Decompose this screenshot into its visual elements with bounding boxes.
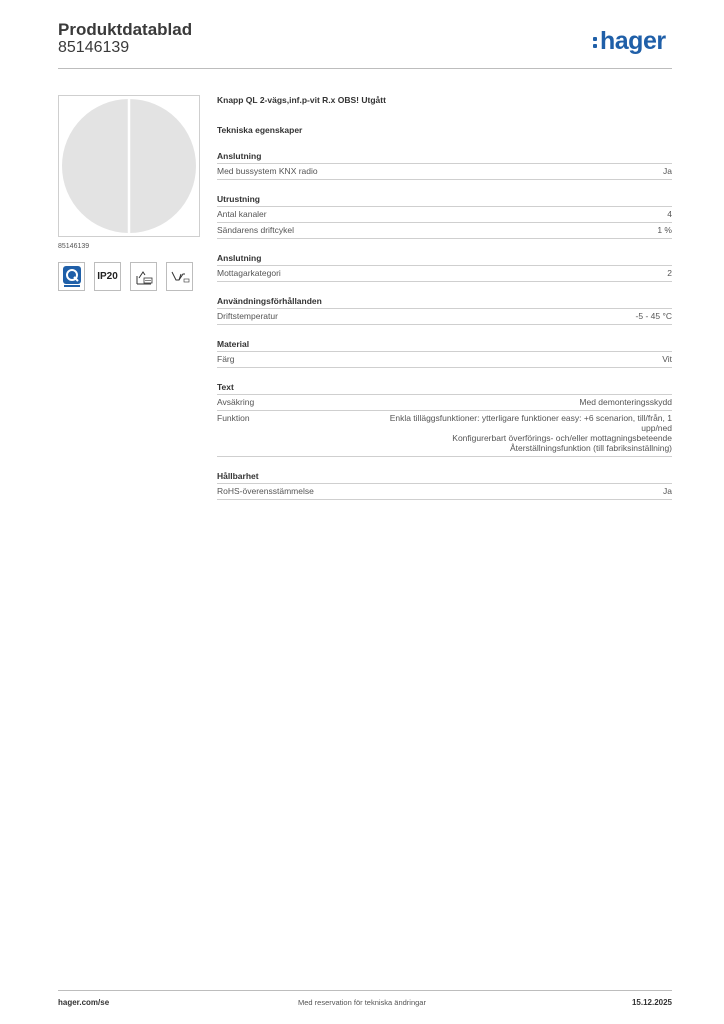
- header-divider: [58, 68, 672, 69]
- product-name: Knapp QL 2-vägs,inf.p-vit R.x OBS! Utgått: [217, 95, 386, 105]
- hager-logo[interactable]: [593, 27, 666, 56]
- section-title: Utrustning: [217, 194, 672, 207]
- spec-value: 4: [667, 209, 672, 219]
- spec-section: [217, 471, 672, 500]
- spec-value: -5 - 45 °C: [635, 311, 672, 321]
- spec-value: 2: [667, 268, 672, 278]
- spec-label: Driftstemperatur: [217, 311, 278, 321]
- spec-label: RoHS-överensstämmelse: [217, 486, 314, 496]
- spec-value: 1 %: [657, 225, 672, 235]
- spec-value: Vit: [662, 354, 672, 364]
- installation-height-icon: [133, 266, 155, 288]
- certification-badges: [58, 262, 193, 291]
- product-switch-image: [59, 96, 199, 236]
- spec-label: Antal kanaler: [217, 209, 267, 219]
- product-image-caption: 85146139: [58, 243, 90, 250]
- spec-label: Sändarens driftcykel: [217, 225, 295, 235]
- footer-divider: [58, 990, 672, 991]
- spec-sections: [217, 151, 672, 500]
- spec-value-line: upp/ned: [641, 423, 672, 433]
- spec-row: [217, 484, 672, 500]
- mounting-icon: [169, 266, 191, 288]
- footer-disclaimer: Med reservation för tekniska ändringar: [298, 998, 426, 1007]
- spec-label: Med bussystem KNX radio: [217, 166, 318, 176]
- spec-label: Mottagarkategori: [217, 268, 281, 278]
- spec-section: [217, 296, 672, 325]
- ip20-badge: IP20: [94, 262, 121, 291]
- quality-badge: [58, 262, 85, 291]
- spec-row: [217, 164, 672, 180]
- section-title: Text: [217, 382, 672, 395]
- footer-website-link[interactable]: hager.com/se: [58, 998, 110, 1007]
- spec-row: [217, 395, 672, 411]
- spec-section: [217, 253, 672, 282]
- spec-section: [217, 151, 672, 180]
- spec-value: Ja: [663, 486, 672, 496]
- spec-section: [217, 194, 672, 239]
- spec-section: [217, 339, 672, 368]
- height-badge: [130, 262, 157, 291]
- section-title: Anslutning: [217, 253, 672, 266]
- section-title: Material: [217, 339, 672, 352]
- product-image: [58, 95, 200, 237]
- spec-value: [390, 413, 672, 453]
- spec-row: [217, 223, 672, 239]
- section-title: Anslutning: [217, 151, 672, 164]
- spec-value-line: Konfigurerbart överförings- och/eller mottagningsbeteende: [452, 433, 672, 443]
- spec-row: [217, 411, 672, 457]
- mounting-badge: [166, 262, 193, 291]
- document-title: Produktdatablad: [58, 20, 193, 39]
- spec-value: Med demonteringsskydd: [579, 397, 672, 407]
- spec-value: Ja: [663, 166, 672, 176]
- technical-properties-heading: Tekniska egenskaper: [217, 125, 303, 135]
- logo-text: hager: [600, 27, 666, 55]
- section-title: Användningsförhållanden: [217, 296, 672, 309]
- spec-label: Funktion: [217, 413, 250, 423]
- spec-row: [217, 352, 672, 368]
- spec-value-line: Enkla tilläggsfunktioner: ytterligare funktioner easy: +6 scenarion, till/från, 1: [389, 413, 672, 423]
- spec-label: Färg: [217, 354, 235, 364]
- section-title: Hållbarhet: [217, 471, 672, 484]
- footer-date: 15.12.2025: [631, 998, 672, 1007]
- document-number: 85146139: [58, 39, 130, 56]
- spec-section: [217, 382, 672, 457]
- logo-dots-icon: [593, 34, 598, 51]
- spec-label: Avsäkring: [217, 397, 255, 407]
- spec-value-line: Återställningsfunktion (till fabriksinställning): [509, 443, 672, 453]
- spec-row: [217, 207, 672, 223]
- quality-q-icon: [61, 265, 83, 289]
- spec-row: [217, 266, 672, 282]
- spec-row: [217, 309, 672, 325]
- specifications: [217, 95, 672, 500]
